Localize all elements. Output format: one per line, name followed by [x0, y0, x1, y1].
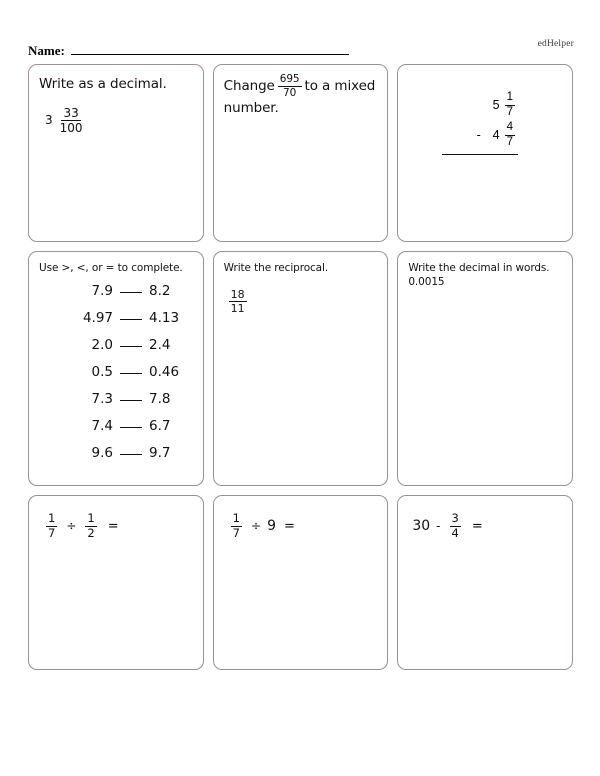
comparison-row[interactable] — [39, 445, 193, 469]
problem-2-numerator: 695 — [279, 73, 300, 85]
problem-8-second-value: 9 — [267, 518, 276, 534]
problem-2-prompt-line1 — [224, 74, 378, 98]
comparison-right-value: 7.8 — [149, 391, 171, 408]
problem-4-comparison-list — [39, 283, 193, 469]
problem-row-3 — [28, 495, 573, 670]
problem-box-7[interactable] — [28, 495, 204, 670]
problem-box-9[interactable] — [397, 495, 573, 670]
problem-1-prompt: Write as a decimal. — [39, 76, 167, 92]
problem-9-expression — [412, 513, 482, 539]
problem-7-expression — [43, 513, 119, 539]
problem-2-text-before: Change — [223, 77, 275, 94]
problem-box-5[interactable] — [213, 251, 389, 486]
problem-box-1[interactable] — [28, 64, 204, 242]
problem-1-expression — [45, 107, 88, 134]
comparison-right-value: 0.46 — [149, 364, 180, 381]
problem-2-text-after: to a mixed — [304, 77, 376, 94]
name-label: Name: — [28, 43, 65, 58]
problem-box-2[interactable] — [213, 64, 389, 242]
problem-8-equals: = — [283, 518, 295, 534]
problem-1-whole: 3 — [45, 113, 53, 128]
problem-2-prompt-line2: number. — [223, 100, 279, 116]
comparison-answer-blank[interactable] — [120, 346, 142, 347]
comparison-right-value: 6.7 — [149, 418, 171, 435]
problem-row-1 — [28, 64, 573, 242]
comparison-left-value: 7.3 — [91, 391, 113, 408]
problem-8-expression — [228, 513, 295, 539]
problem-9-denominator: 4 — [451, 525, 459, 540]
problem-8-operator: ÷ — [251, 519, 262, 533]
problem-1-numerator: 33 — [63, 105, 79, 120]
comparison-left-value: 7.9 — [91, 283, 113, 300]
comparison-answer-blank[interactable] — [120, 454, 142, 455]
problem-3-answer-rule — [442, 154, 518, 155]
problem-3-minuend-fraction — [505, 92, 515, 118]
comparison-row[interactable] — [39, 337, 193, 361]
problem-7-second-numerator: 1 — [87, 511, 95, 525]
problem-7-operator: ÷ — [66, 519, 77, 533]
problem-2-denominator: 70 — [283, 86, 297, 99]
name-input-line[interactable] — [71, 43, 349, 55]
comparison-row[interactable] — [39, 391, 193, 415]
problem-box-8[interactable] — [213, 495, 389, 670]
comparison-right-value: 2.4 — [149, 337, 171, 354]
name-field-row — [28, 43, 349, 59]
problem-box-3[interactable] — [397, 64, 573, 242]
problem-3-operator: - — [476, 128, 481, 142]
problem-5-numerator: 18 — [230, 288, 245, 302]
problem-9-equals: = — [471, 518, 483, 534]
comparison-answer-blank[interactable] — [120, 427, 142, 428]
problem-5-expression — [226, 289, 250, 314]
problem-3-subtrahend-row — [477, 120, 518, 150]
problem-7-second-denominator: 2 — [87, 525, 95, 540]
problem-3-minuend-numerator: 1 — [505, 92, 515, 106]
problem-7-first-numerator: 1 — [48, 511, 56, 525]
comparison-answer-blank[interactable] — [120, 400, 142, 401]
comparison-right-value: 8.2 — [149, 283, 171, 300]
problem-row-2 — [28, 251, 573, 486]
comparison-answer-blank[interactable] — [120, 319, 142, 320]
problem-5-denominator: 11 — [230, 302, 245, 316]
worksheet-header — [0, 0, 600, 62]
problem-9-numerator: 3 — [451, 511, 459, 525]
problem-box-4[interactable] — [28, 251, 204, 486]
problem-box-6[interactable] — [397, 251, 573, 486]
comparison-row[interactable] — [39, 283, 193, 307]
comparison-right-value: 9.7 — [149, 445, 171, 462]
problem-9-fraction — [450, 513, 461, 539]
problem-1-fraction — [58, 107, 85, 134]
comparison-answer-blank[interactable] — [120, 373, 142, 374]
comparison-left-value: 2.0 — [91, 337, 113, 354]
problem-6-prompt: Write the decimal in words. — [408, 262, 550, 274]
comparison-left-value: 9.6 — [91, 445, 113, 462]
problem-8-first-numerator: 1 — [232, 511, 240, 525]
problem-2-fraction — [278, 74, 302, 98]
problem-8-first-denominator: 7 — [232, 525, 240, 540]
edhelper-logo: edHelper — [537, 39, 574, 49]
problem-7-first-denominator: 7 — [48, 525, 56, 540]
problem-7-equals: = — [107, 518, 119, 534]
comparison-right-value: 4.13 — [149, 310, 180, 327]
problem-3-subtrahend-denominator: 7 — [506, 135, 514, 148]
comparison-row[interactable] — [39, 310, 193, 334]
problem-5-fraction — [229, 289, 247, 314]
problem-7-second-fraction — [85, 513, 96, 539]
problem-3-subtrahend-numerator: 4 — [505, 122, 515, 136]
problem-3-minuend-whole: 5 — [492, 98, 500, 112]
problem-3-expression — [408, 90, 562, 155]
comparison-left-value: 0.5 — [91, 364, 113, 381]
problem-9-whole: 30 — [412, 518, 431, 534]
comparison-row[interactable] — [39, 418, 193, 442]
problem-6-value: 0.0015 — [408, 276, 445, 289]
comparison-row[interactable] — [39, 364, 193, 388]
problem-grid — [28, 64, 573, 679]
problem-3-subtrahend-whole: 4 — [492, 128, 500, 142]
problem-3-minuend-row — [477, 90, 518, 120]
problem-8-first-fraction — [231, 513, 242, 539]
comparison-answer-blank[interactable] — [120, 292, 142, 293]
problem-5-prompt: Write the reciprocal. — [223, 262, 329, 274]
problem-3-minuend-denominator: 7 — [506, 105, 514, 118]
problem-9-operator: - — [436, 519, 441, 533]
comparison-left-value: 4.97 — [82, 310, 113, 327]
problem-4-prompt: Use >, <, or = to complete. — [39, 262, 183, 274]
problem-3-subtrahend-fraction — [505, 122, 515, 148]
problem-1-denominator: 100 — [59, 120, 83, 135]
problem-7-first-fraction — [46, 513, 57, 539]
comparison-left-value: 7.4 — [91, 418, 113, 435]
